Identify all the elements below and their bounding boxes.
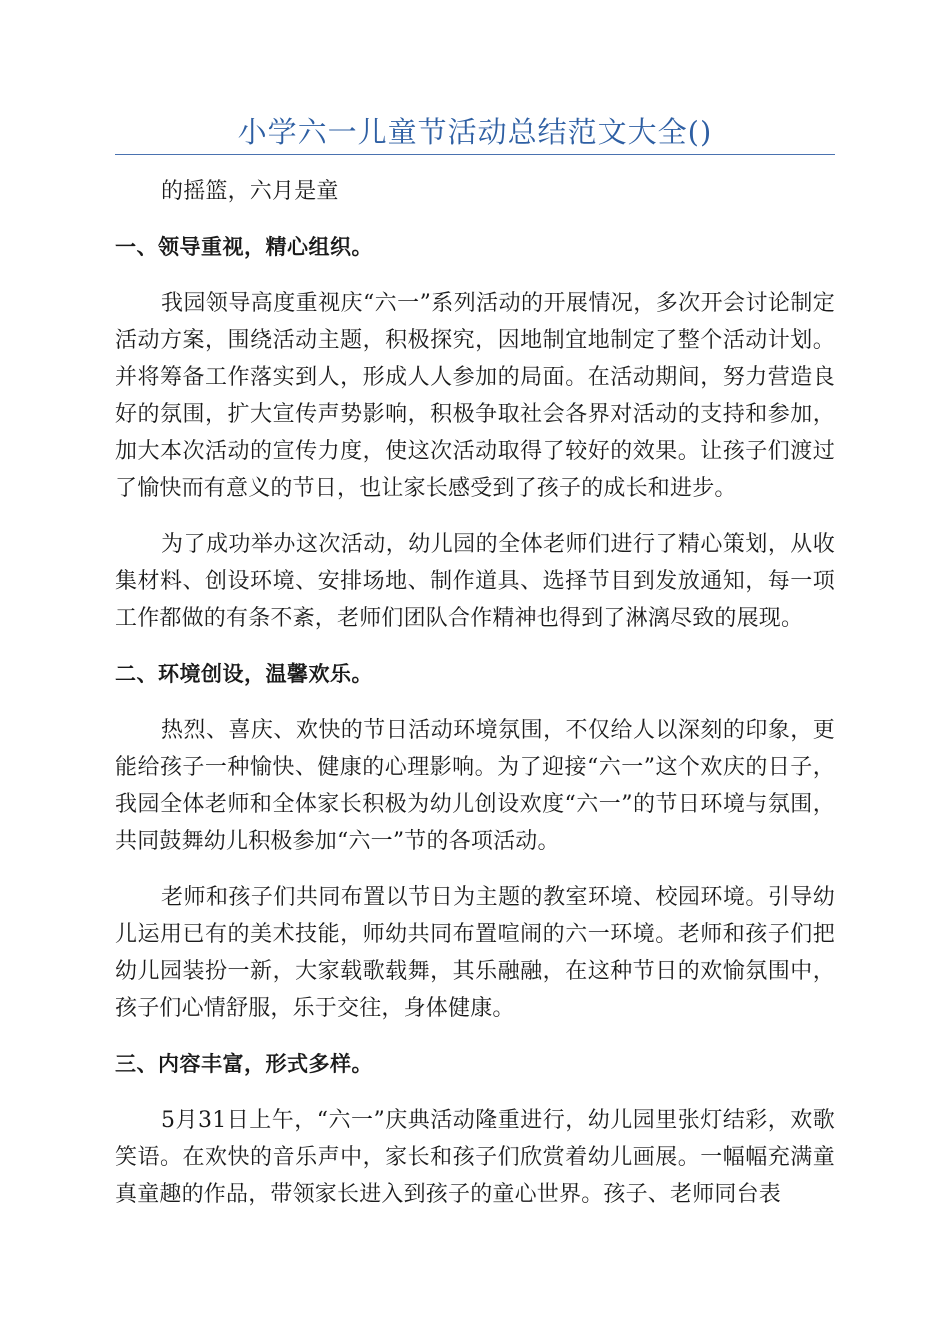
section-1-paragraph-1: 我园领导高度重视庆“六一”系列活动的开展情况，多次开会讨论制定活动方案，围绕活动主题，积极探究，因地制宜地制定了整个活动计划。并将筹备工作落实到人，形成人人参加的局面。在活动期间，努力营造良好的氛围，扩大宣传声势影响，积极争取社会各界对活动的支持和参加，加大本次活动的宣传力度，使这次活动取得了较好的效果。让孩子们渡过了愉快而有意义的节日，也让家长感受到了孩子的成长和进步。 bbox=[115, 291, 835, 501]
section-heading-1: 一、领导重视，精心组织。 bbox=[115, 235, 373, 259]
section-1-paragraph-2: 为了成功举办这次活动，幼儿园的全体老师们进行了精心策划，从收集材料、创设环境、安排场地、制作道具、选择节目到发放通知，每一项工作都做的有条不紊，老师们团队合作精神也得到了淋漓尽致的展现。 bbox=[115, 532, 835, 631]
section-3-paragraph-1: 5月31日上午，“六一”庆典活动隆重进行，幼儿园里张灯结彩，欢歌笑语。在欢快的音乐声中，家长和孩子们欣赏着幼儿画展。一幅幅充满童真童趣的作品，带领家长进入到孩子的童心世界。孩子、老师同台表 bbox=[115, 1108, 835, 1207]
section-2-paragraph-1: 热烈、喜庆、欢快的节日活动环境氛围，不仅给人以深刻的印象，更能给孩子一种愉快、健康的心理影响。为了迎接“六一”这个欢庆的日子，我园全体老师和全体家长积极为幼儿创设欢度“六一”的节日环境与氛围，共同鼓舞幼儿积极参加“六一”节的各项活动。 bbox=[115, 718, 835, 854]
document-title: 小学六一儿童节活动总结范文大全() bbox=[237, 115, 713, 149]
section-heading-2: 二、环境创设，温馨欢乐。 bbox=[115, 662, 373, 686]
title-underline bbox=[115, 154, 835, 155]
section-2-paragraph-2: 老师和孩子们共同布置以节日为主题的教室环境、校园环境。引导幼儿运用已有的美术技能，师幼共同布置喧闹的六一环境。老师和孩子们把幼儿园装扮一新，大家载歌载舞，其乐融融，在这种节日的欢愉氛围中，孩子们心情舒服，乐于交往，身体健康。 bbox=[115, 885, 835, 1021]
intro-paragraph: 的摇篮，六月是童 bbox=[161, 179, 339, 204]
document-body bbox=[115, 173, 835, 1232]
section-heading-3: 三、内容丰富，形式多样。 bbox=[115, 1052, 373, 1076]
